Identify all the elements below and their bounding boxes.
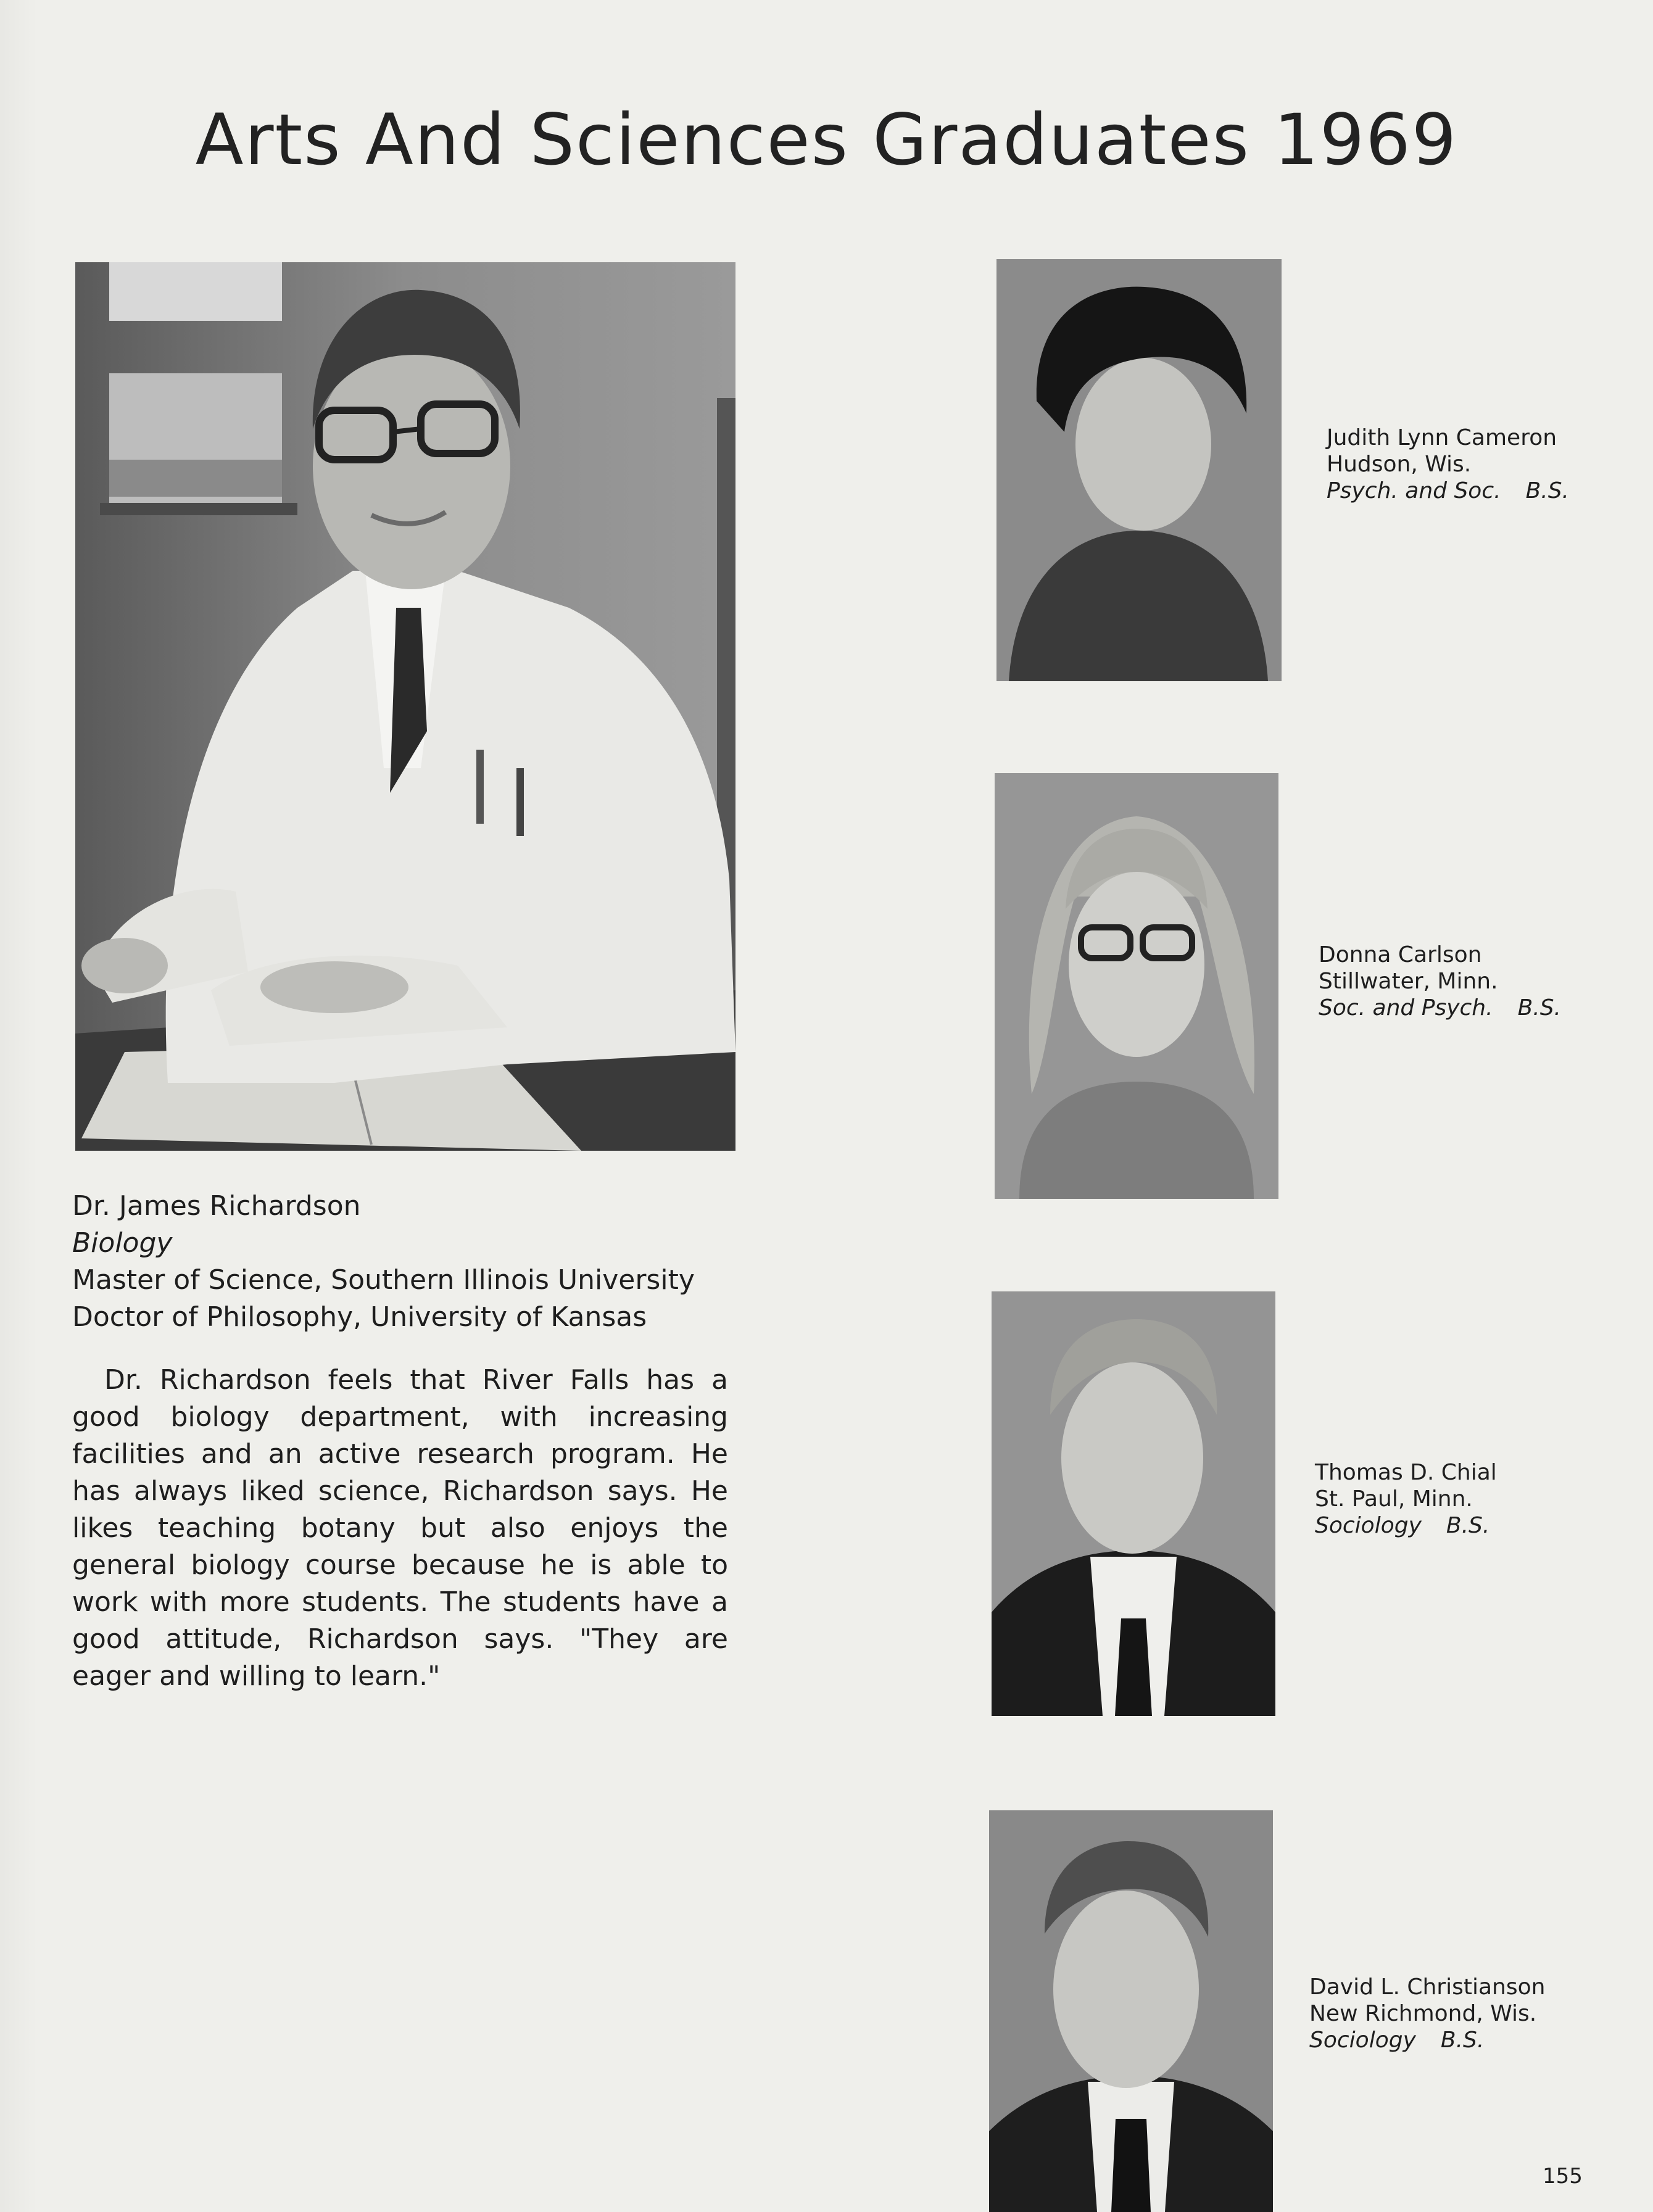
- graduate-hometown: Hudson, Wis.: [1327, 452, 1472, 477]
- graduate-portrait-photo: [992, 1291, 1275, 1716]
- faculty-caption: [72, 1188, 732, 1336]
- faculty-name: Dr. James Richardson: [72, 1190, 361, 1222]
- page-title: Arts And Sciences Graduates 1969: [195, 99, 1458, 181]
- graduate-portrait-photo: [989, 1810, 1273, 2212]
- graduate-major: Psych. and Soc.: [1327, 478, 1501, 503]
- graduate-degree: B.S.: [1517, 995, 1561, 1021]
- graduate-caption: [1319, 942, 1561, 1021]
- faculty-degree-masters: Master of Science, Southern Illinois University: [72, 1264, 695, 1296]
- graduate-degree: B.S.: [1446, 1513, 1490, 1538]
- graduate-hometown: Stillwater, Minn.: [1319, 969, 1498, 994]
- graduate-portrait-photo: [995, 773, 1278, 1199]
- graduate-name: Judith Lynn Cameron: [1327, 425, 1557, 450]
- graduate-degree: B.S.: [1440, 2028, 1485, 2053]
- graduate-hometown: New Richmond, Wis.: [1309, 2001, 1537, 2026]
- faculty-degree-doctorate: Doctor of Philosophy, University of Kansas: [72, 1301, 647, 1333]
- graduate-major: Sociology: [1315, 1513, 1422, 1538]
- graduate-name: Donna Carlson: [1319, 942, 1482, 967]
- faculty-department: Biology: [72, 1227, 173, 1259]
- graduate-degree: B.S.: [1525, 478, 1569, 503]
- page-number: 155: [1543, 2164, 1583, 2189]
- graduate-caption: [1327, 425, 1569, 504]
- faculty-bio-paragraph: Dr. Richardson feels that River Falls has a good biology department, with increasing facilities and an active research program. He has always liked science, Richardson says. He likes teaching botany but also enjoys the general biology course because he is able to work with more students. The students have a good attitude, Richardson says. "They are eager and willing to learn.": [72, 1364, 728, 1692]
- faculty-portrait-photo: [75, 262, 735, 1151]
- graduate-portrait-photo: [996, 259, 1282, 681]
- graduate-hometown: St. Paul, Minn.: [1315, 1486, 1473, 1512]
- graduate-major: Soc. and Psych.: [1319, 995, 1493, 1021]
- graduate-caption: [1309, 1974, 1545, 2053]
- graduate-caption: [1315, 1459, 1497, 1539]
- graduate-name: David L. Christianson: [1309, 1974, 1546, 2000]
- graduate-major: Sociology: [1309, 2028, 1416, 2053]
- graduate-name: Thomas D. Chial: [1315, 1460, 1497, 1485]
